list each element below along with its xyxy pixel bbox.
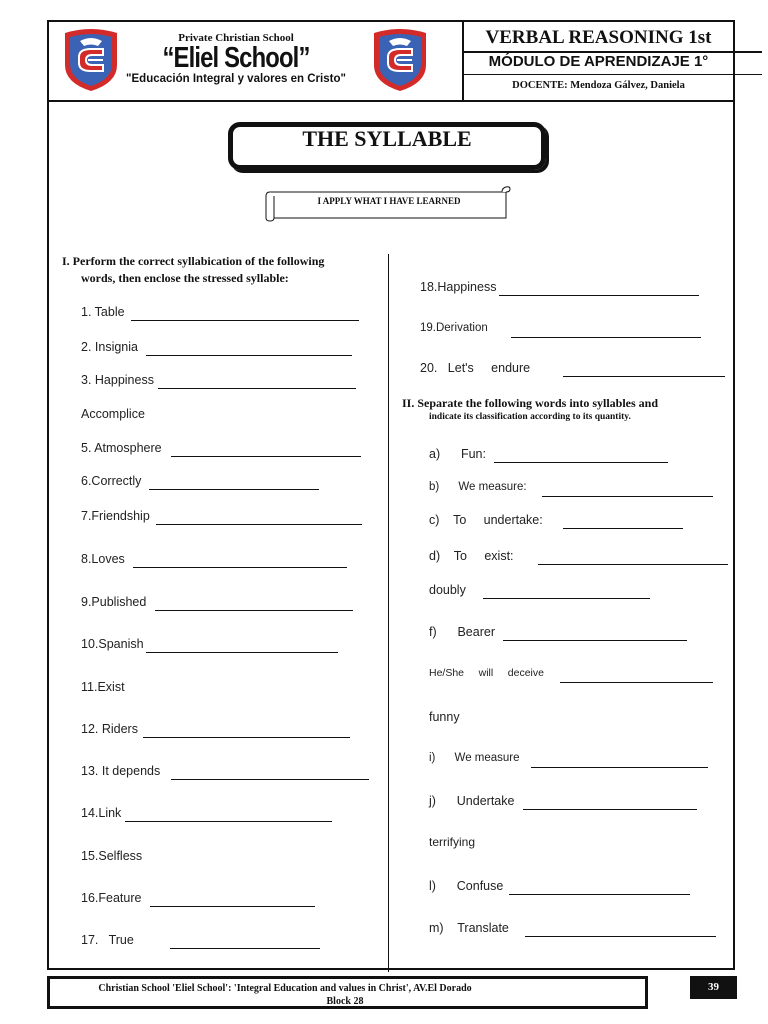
subject-divider-bottom — [462, 74, 762, 75]
exercise2-item-1-answer-line[interactable] — [494, 462, 668, 463]
exercise1-item-20-answer-line[interactable] — [563, 376, 725, 377]
exercise2-item-9-label: i) We measure — [429, 752, 520, 764]
exercise2-item-2-answer-line[interactable] — [542, 496, 713, 497]
exercise2-item-10-answer-line[interactable] — [523, 809, 697, 810]
exercise1-item-20-label: 20. Let's endure — [420, 361, 531, 375]
teacher-name: DOCENTE: Mendoza Gálvez, Daniela — [512, 80, 685, 91]
exercise1-item-8-label: 8.Loves — [81, 552, 125, 566]
exercise1-item-18-answer-line[interactable] — [499, 295, 699, 296]
subject-title: VERBAL REASONING 1st — [485, 27, 712, 48]
exercise1-item-7-label: 7.Friendship — [81, 509, 150, 523]
exercise2-item-13-answer-line[interactable] — [525, 936, 716, 937]
exercise2-item-12-answer-line[interactable] — [509, 894, 690, 895]
exercise1-item-3-label: 3. Happiness — [81, 373, 154, 387]
exercise2-item-12-label: l) Confuse — [429, 879, 504, 893]
exercise2-item-5-answer-line[interactable] — [483, 598, 650, 599]
exercise2-item-7-answer-line[interactable] — [560, 682, 713, 683]
footer-line1: Christian School 'Eliel School': 'Integral Education and values in Christ', AV.El Dorado — [98, 983, 472, 994]
exercise1-item-1-label: 1. Table — [81, 305, 125, 319]
exercise2-item-1-label: a) Fun: — [429, 447, 486, 461]
section2-heading: II. Separate the following words into syllables and — [402, 396, 659, 410]
exercise1-item-10-label: 10.Spanish — [81, 637, 144, 651]
section1-subheading: words, then enclose the stressed syllable: — [81, 271, 289, 285]
exercise1-item-13-label: 13. It depends — [81, 764, 161, 778]
exercise1-item-16-label: 16.Feature — [81, 891, 142, 905]
exercise1-item-16-answer-line[interactable] — [150, 906, 315, 907]
exercise1-item-10-answer-line[interactable] — [146, 652, 338, 653]
exercise1-item-14-answer-line[interactable] — [125, 821, 332, 822]
exercise1-item-12-answer-line[interactable] — [143, 737, 350, 738]
exercise1-item-1-answer-line[interactable] — [131, 320, 359, 321]
exercise1-item-18-label: 18.Happiness — [420, 280, 497, 294]
exercise2-item-3-answer-line[interactable] — [563, 528, 683, 529]
section2-subheading: indicate its classification according to its quantity. — [429, 412, 631, 422]
exercise1-item-3-answer-line[interactable] — [158, 388, 356, 389]
exercise1-item-9-answer-line[interactable] — [155, 610, 353, 611]
exercise1-item-15-label: 15.Selfless — [81, 849, 143, 863]
exercise2-item-8-label: funny — [429, 710, 460, 724]
banner-text: I APPLY WHAT I HAVE LEARNED — [317, 196, 461, 206]
exercise1-item-2-answer-line[interactable] — [146, 355, 352, 356]
exercise1-item-19-answer-line[interactable] — [511, 337, 701, 338]
module-title: MÓDULO DE APRENDIZAJE 1° — [488, 53, 709, 70]
exercise1-item-5-label: 5. Atmosphere — [81, 441, 162, 455]
exercise1-item-2-label: 2. Insignia — [81, 340, 138, 354]
exercise1-item-19-label: 19.Derivation — [420, 322, 488, 334]
school-kicker: Private Christian School — [178, 32, 294, 44]
exercise1-item-14-label: 14.Link — [81, 806, 122, 820]
column-divider — [388, 254, 389, 972]
exercise2-item-6-answer-line[interactable] — [503, 640, 687, 641]
exercise1-item-8-answer-line[interactable] — [133, 567, 347, 568]
exercise1-item-9-label: 9.Published — [81, 595, 147, 609]
exercise2-item-5-label: doubly — [429, 583, 466, 597]
page-number: 39 — [708, 981, 719, 993]
exercise2-item-7-label: He/She will deceive — [429, 667, 544, 679]
exercise2-item-2-label: b) We measure: — [429, 481, 527, 493]
section1-heading: I. Perform the correct syllabication of the following — [62, 254, 325, 268]
exercise1-item-17-answer-line[interactable] — [170, 948, 320, 949]
exercise2-item-11-label: terrifying — [429, 835, 476, 849]
school-name: “Eliel School” — [162, 42, 310, 74]
school-shield-logo-left — [62, 27, 120, 93]
exercise1-item-6-answer-line[interactable] — [149, 489, 319, 490]
exercise2-item-10-label: j) Undertake — [429, 794, 515, 808]
exercise1-item-11-label: 11.Exist — [81, 680, 125, 694]
exercise1-item-5-answer-line[interactable] — [171, 456, 361, 457]
exercise1-item-4-label: Accomplice — [81, 407, 145, 421]
exercise1-item-6-label: 6.Correctly — [81, 474, 142, 488]
exercise2-item-9-answer-line[interactable] — [531, 767, 708, 768]
school-motto: "Educación Integral y valores en Cristo" — [126, 73, 346, 85]
exercise2-item-4-label: d) To exist: — [429, 549, 514, 563]
exercise2-item-6-label: f) Bearer — [429, 625, 495, 639]
exercise1-item-17-label: 17. True — [81, 933, 134, 947]
exercise1-item-13-answer-line[interactable] — [171, 779, 369, 780]
footer-line2: Block 28 — [326, 996, 364, 1007]
page-title: THE SYLLABLE — [302, 126, 472, 151]
exercise1-item-7-answer-line[interactable] — [156, 524, 362, 525]
exercise2-item-13-label: m) Translate — [429, 921, 509, 935]
exercise2-item-3-label: c) To undertake: — [429, 513, 543, 527]
school-shield-logo-right — [371, 27, 429, 93]
exercise2-item-4-answer-line[interactable] — [538, 564, 728, 565]
exercise1-item-12-label: 12. Riders — [81, 722, 138, 736]
